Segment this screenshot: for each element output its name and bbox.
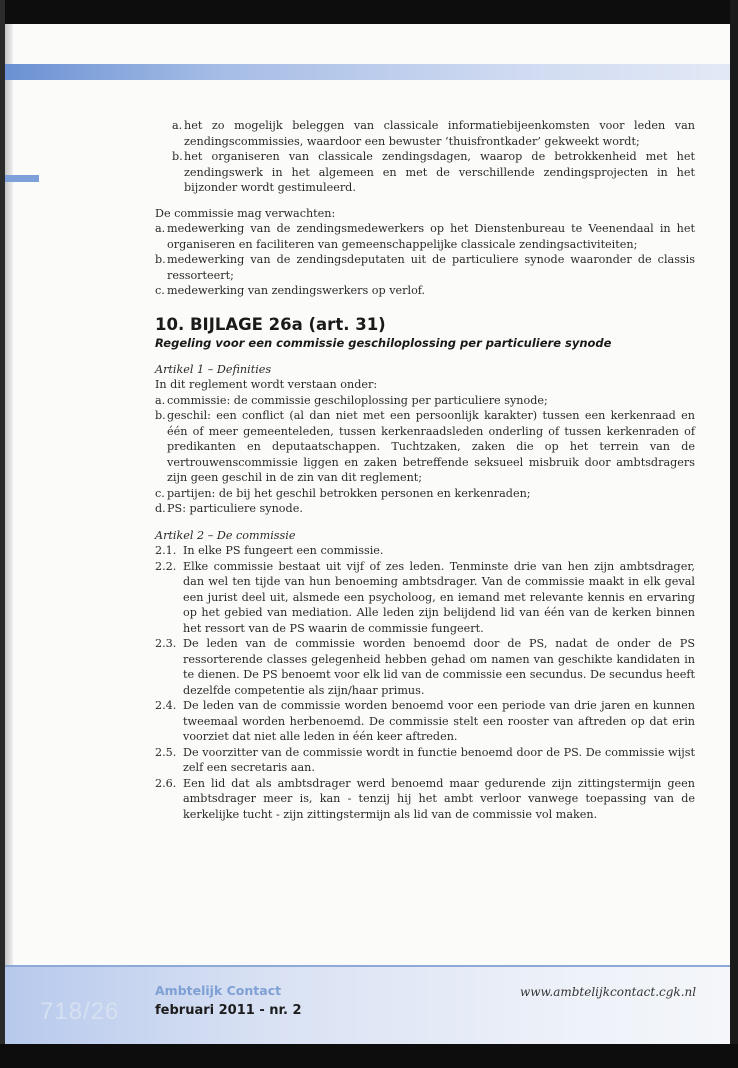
header-color-band	[5, 64, 730, 80]
footer-url: www.ambtelijkcontact.cgk.nl	[520, 985, 697, 999]
list-item: a. commissie: de commissie geschiloplossing per particuliere synode;	[155, 393, 548, 407]
list-item: 2.6. Een lid dat als ambtsdrager werd benoemd maar gedurende zijn zittingstermijn geen ambtsdrager meer is, kan - tenzij hij het ambt verloor vanwege toepassing van de kerkelijke tucht - zijn zittingstermijn als lid van de commissie vol maken.	[155, 776, 695, 821]
list-item: a. medewerking van de zendingsmedewerkers op het Dienstenbureau te Veenendaal in het organiseren en faciliteren van gemeenschappelijke classicale zendingsactiviteiten;	[155, 222, 695, 251]
footer-divider	[5, 965, 730, 967]
list-item: 2.4. De leden van de commissie worden benoemd voor een periode van drie jaren en kunnen tweemaal worden herbenoemd. De commissie stelt een rooster van aftreden op dat erin voorziet dat niet alle leden in één keer aftreden.	[155, 699, 695, 743]
document-body	[155, 118, 695, 822]
list-item: 2.1. In elke PS fungeert een commissie.	[155, 544, 384, 557]
margin-marker	[5, 175, 39, 182]
magazine-issue: februari 2011 - nr. 2	[155, 1003, 302, 1018]
scan-border-bottom	[0, 1044, 738, 1068]
list-item: b. het organiseren van classicale zendingsdagen, waarop de betrokkenheid met het zendingswerk in het algemeen en met de verschillende zendingsprojecten in het bijzonder wordt gestimuleerd.	[172, 150, 695, 194]
list-item: 2.3. De leden van de commissie worden benoemd door de PS, nadat de onder de PS ressorterende classes gelegenheid hebben gehad om namen van geschikte kandidaten in te dienen. De PS benoemt voor elk lid van de commissie een secundus. De secundus heeft dezelfde competentie als zijn/haar primus.	[155, 637, 695, 697]
section-subtitle: Regeling voor een commissie geschiloplossing per particuliere synode	[155, 335, 612, 350]
definitions-list	[155, 393, 695, 517]
list-item: c. partijen: de bij het geschil betrokken personen en kerkenraden;	[155, 486, 531, 500]
list-item: b. medewerking van de zendingsdeputaten uit de particuliere synode waaronder de classis ressorteert;	[155, 253, 695, 282]
scan-border-right	[730, 0, 738, 1068]
article-1-title: Artikel 1 – Definities	[155, 362, 272, 376]
list-item: b. geschil: een conflict (al dan niet met een persoonlijk karakter) tussen een kerkenraad en één of meer gemeenteleden, tussen kerkenraadsleden onderling of tussen kerkenraden of predikanten en deputaatschappen. Tuchtzaken, zaken die op het terrein van de vertrouwenscommissie liggen en zaken betreffende seksueel misbruik door ambtsdragers zijn geen geschil in de zin van dit reglement;	[155, 409, 695, 484]
list-item: 2.2. Elke commissie bestaat uit vijf of zes leden. Tenminste drie van hen zijn ambtsdrager, dan wel ten tijde van hun benoeming ambtsdrager. Van de commissie maakt in elk geval een jurist deel uit, alsmede een psycholoog, en iemand met relevante kennis en ervaring op het gebied van mediation. Alle leden zijn belijdend lid van één van de kerken binnen het ressort van de PS waarin de commissie fungeert.	[155, 559, 695, 635]
expectations-list	[155, 221, 695, 299]
scan-border-top	[0, 0, 738, 24]
list-item: 2.5. De voorzitter van de commissie wordt in functie benoemd door de PS. De commissie wijst zelf een secretaris aan.	[155, 745, 695, 774]
commission-articles-list	[155, 543, 695, 822]
page-number: 718/26	[40, 998, 120, 1025]
list-item: d. PS: particuliere synode.	[155, 502, 303, 515]
article-1-intro: In dit reglement wordt verstaan onder:	[155, 378, 378, 391]
expectations-heading: De commissie mag verwachten:	[155, 206, 336, 220]
scan-border-left	[0, 0, 5, 1068]
magazine-title: Ambtelijk Contact	[155, 983, 282, 998]
intro-list	[155, 118, 695, 196]
article-2-title: Artikel 2 – De commissie	[155, 528, 296, 542]
list-item: a. het zo mogelijk beleggen van classicale informatiebijeenkomsten voor leden van zendingscommissies, waardoor een bewuster ‘thuisfrontkader’ gekweekt wordt;	[172, 119, 695, 148]
list-item: c. medewerking van zendingswerkers op verlof.	[155, 284, 426, 297]
section-title: 10. BIJLAGE 26a (art. 31)	[155, 314, 386, 334]
